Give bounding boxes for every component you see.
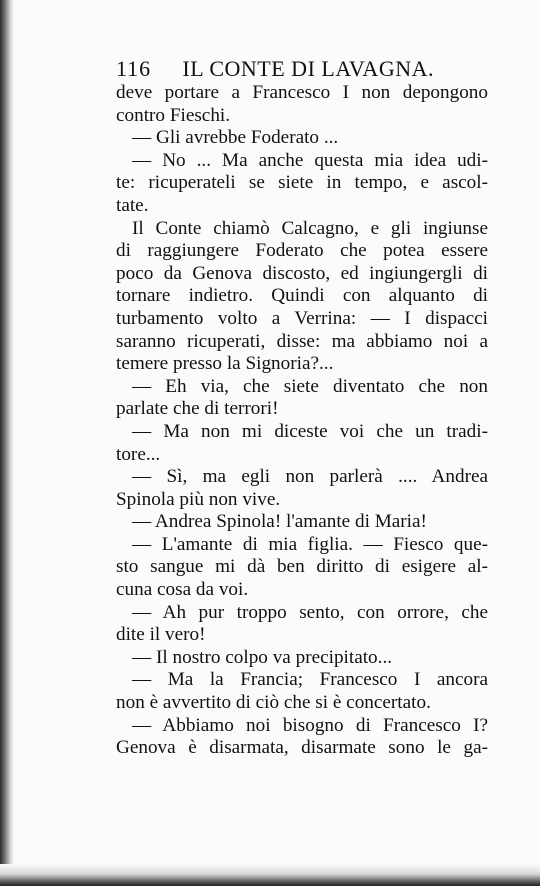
page-left-edge-shadow — [0, 0, 14, 886]
text-line: non è avvertito di ciò che si è concertato. — [116, 692, 431, 714]
text-line: turbamento volto a Verrina: — I dispacci — [116, 307, 488, 329]
text-line: — Abbiamo noi bisogno di Francesco I? — [132, 714, 488, 736]
page-bottom-edge-shadow — [0, 864, 540, 886]
text-line: saranno ricuperati, disse: ma abbiamo noi a — [116, 330, 488, 352]
text-line: te: ricuperateli se siete in tempo, e ascol- — [116, 172, 488, 194]
text-line: sto sangue mi dà ben diritto di esigere al- — [116, 556, 488, 578]
text-line: Spinola più non vive. — [116, 488, 281, 510]
text-line: tornare indietro. Quindi con alquanto di — [116, 285, 488, 307]
page-number: 116 — [116, 56, 152, 81]
text-line: — Eh via, che siete diventato che non — [132, 375, 488, 397]
text-line: — Il nostro colpo va precipitato... — [132, 646, 393, 668]
text-line: temere presso la Signoria?... — [116, 353, 334, 375]
text-line: tore... — [116, 443, 161, 465]
text-line: cuna cosa da voi. — [116, 579, 249, 601]
text-line: di raggiungere Foderato che potea essere — [116, 240, 488, 262]
text-line: poco da Genova discosto, ed ingiungergli di — [116, 262, 488, 284]
text-line: Genova è disarmata, disarmate sono le ga- — [116, 737, 488, 759]
text-line: dite il vero! — [116, 624, 206, 646]
text-line: deve portare a Francesco I non depongono — [116, 82, 488, 103]
running-title: IL CONTE DI LAVAGNA. — [182, 56, 434, 81]
text-line: Il Conte chiamò Calcagno, e gli ingiunse — [132, 217, 488, 239]
text-line: contro Fieschi. — [116, 104, 231, 126]
text-line: — Ma non mi diceste voi che un tradi- — [132, 420, 488, 442]
text-line: — Gli avrebbe Foderato ... — [132, 127, 339, 149]
text-line: parlate che di terrori! — [116, 398, 279, 420]
text-line: tate. — [116, 194, 149, 216]
text-line: — Sì, ma egli non parlerà .... Andrea — [132, 466, 488, 488]
text-line: — L'amante di mia figlia. — Fiesco que- — [132, 533, 488, 555]
text-line: — Andrea Spinola! l'amante di Maria! — [132, 511, 427, 533]
body-text — [116, 82, 488, 760]
text-line: — Ma la Francia; Francesco I ancora — [132, 669, 488, 691]
text-line: — Ah pur troppo sento, con orrore, che — [132, 601, 488, 623]
text-line: — No ... Ma anche questa mia idea udi- — [132, 149, 488, 171]
